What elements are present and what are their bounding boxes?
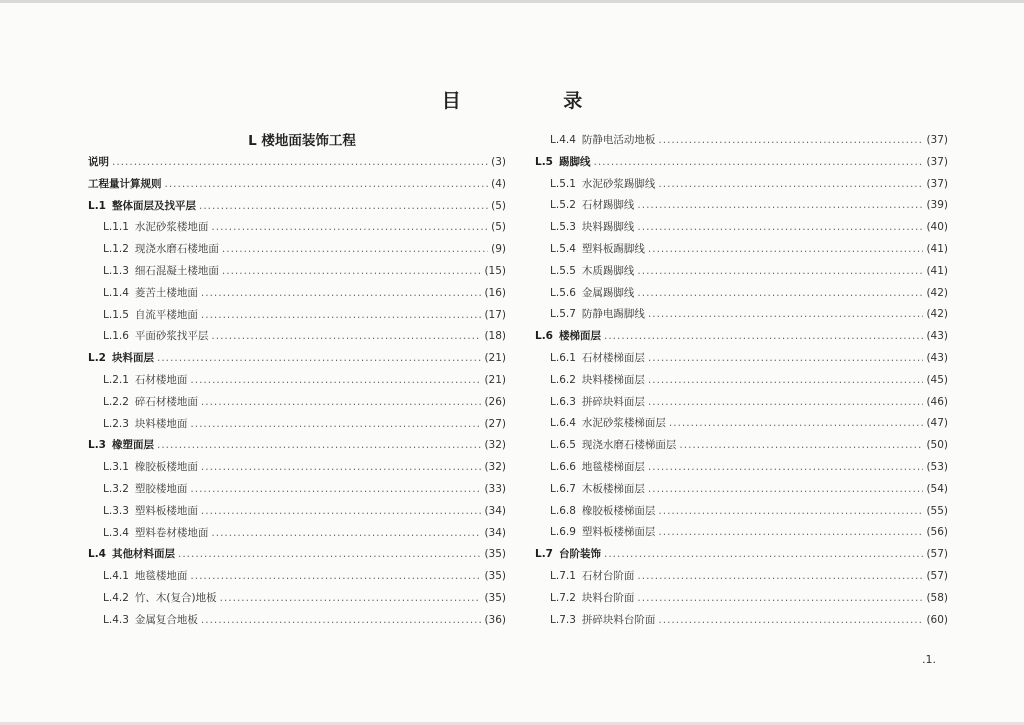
toc-entry-page: (21) <box>484 373 506 386</box>
toc-entry[interactable] <box>88 544 506 566</box>
toc-entry-label: 塑料板踢脚线 <box>581 242 645 255</box>
toc-entry[interactable] <box>535 370 948 392</box>
dot-leader <box>112 152 488 174</box>
dot-leader <box>604 326 923 348</box>
toc-entry-page: (57) <box>926 569 948 582</box>
toc-entry-page: (27) <box>484 417 506 430</box>
toc-entry[interactable] <box>535 239 948 261</box>
toc-entry[interactable] <box>88 217 506 239</box>
dot-leader <box>658 501 923 523</box>
toc-entry-page: (34) <box>484 526 506 539</box>
toc-entry-page: (43) <box>926 351 948 364</box>
toc-entry[interactable] <box>88 196 506 218</box>
toc-entry-page: (4) <box>491 177 506 190</box>
toc-entry[interactable] <box>535 522 948 544</box>
toc-entry-number: L.3.3 <box>103 504 129 517</box>
toc-entry-label: 水泥砂浆楼梯面层 <box>581 417 666 430</box>
toc-entry[interactable] <box>88 392 506 414</box>
dot-leader <box>637 283 923 305</box>
toc-entry-page: (39) <box>926 199 948 212</box>
toc-entry-number: L.1.2 <box>103 243 129 256</box>
toc-entry-label: 橡塑面层 <box>112 439 154 452</box>
toc-entry-page: (17) <box>484 308 506 321</box>
toc-entry[interactable] <box>535 413 948 435</box>
toc-entry-number: L.6.5 <box>550 439 576 452</box>
toc-entry[interactable] <box>535 195 948 217</box>
dot-leader <box>190 479 481 501</box>
toc-entry-label: 塑胶楼地面 <box>134 482 188 495</box>
toc-entry[interactable] <box>535 566 948 588</box>
dot-leader <box>648 348 924 370</box>
toc-entry-number: L.1 <box>88 199 106 212</box>
toc-entry-page: (43) <box>926 330 948 343</box>
toc-entry[interactable] <box>88 261 506 283</box>
dot-leader <box>178 544 481 566</box>
toc-entry-number: L.6.8 <box>550 504 576 517</box>
toc-entry-label: 台阶装饰 <box>559 548 601 561</box>
dot-leader <box>658 174 923 196</box>
toc-entry-number: L.5.6 <box>550 286 576 299</box>
toc-entry-label: 楼梯面层 <box>559 330 601 343</box>
toc-entry-number: L.1.1 <box>103 221 129 234</box>
toc-entry-page: (37) <box>926 155 948 168</box>
toc-entry-label: 石材踢脚线 <box>581 199 635 212</box>
toc-entry-page: (46) <box>926 395 948 408</box>
toc-entry[interactable] <box>88 348 506 370</box>
toc-entry[interactable] <box>88 239 506 261</box>
toc-entry-label: 细石混凝土楼地面 <box>134 264 219 277</box>
toc-entry-number: L.5.7 <box>550 308 576 321</box>
toc-entry-label: 碎石材楼地面 <box>134 395 198 408</box>
toc-entry[interactable] <box>535 479 948 501</box>
toc-list-right <box>535 130 948 631</box>
toc-entry-page: (40) <box>926 221 948 234</box>
toc-entry-page: (58) <box>926 591 948 604</box>
page-number: .1. <box>922 653 936 666</box>
dot-leader <box>637 588 923 610</box>
toc-entry-number: L.3.1 <box>103 461 129 474</box>
toc-entry-number: L.6.2 <box>550 373 576 386</box>
toc-entry[interactable] <box>535 610 948 632</box>
toc-entry[interactable] <box>535 261 948 283</box>
dot-leader <box>648 370 924 392</box>
toc-entry-label: 整体面层及找平层 <box>112 199 196 212</box>
toc-entry-number: L.4.1 <box>103 570 129 583</box>
toc-entry-page: (26) <box>484 395 506 408</box>
toc-entry-label: 块料踢脚线 <box>581 221 635 234</box>
toc-entry-page: (5) <box>491 199 506 212</box>
toc-column-right <box>535 130 948 631</box>
toc-entry-label: 地毯楼梯面层 <box>581 460 645 473</box>
dot-leader <box>199 196 488 218</box>
dot-leader <box>648 392 924 414</box>
toc-entry-number: L.1.4 <box>103 286 129 299</box>
toc-column-left <box>88 130 506 632</box>
dot-leader <box>637 566 923 588</box>
toc-entry-label: 踢脚线 <box>559 155 591 168</box>
toc-entry-page: (41) <box>926 264 948 277</box>
toc-entry-label: 石材台阶面 <box>581 569 635 582</box>
toc-entry-number: L.5.3 <box>550 221 576 234</box>
toc-entry-number: L.2 <box>88 352 106 365</box>
toc-entry-page: (21) <box>484 352 506 365</box>
toc-entry-page: (42) <box>926 286 948 299</box>
toc-entry-page: (37) <box>926 177 948 190</box>
dot-leader <box>211 326 481 348</box>
toc-entry[interactable] <box>535 457 948 479</box>
dot-leader <box>594 152 924 174</box>
toc-entry-label: 其他材料面层 <box>112 548 175 561</box>
toc-entry-page: (50) <box>926 439 948 452</box>
toc-entry-label: 石材楼地面 <box>134 373 188 386</box>
toc-entry[interactable] <box>535 392 948 414</box>
toc-entry-label: 现浇水磨石楼梯面层 <box>581 439 677 452</box>
toc-entry-number: L.4.3 <box>103 613 129 626</box>
toc-entry[interactable] <box>88 283 506 305</box>
toc-entry[interactable] <box>535 435 948 457</box>
toc-entry-label: 自流平楼地面 <box>134 308 198 321</box>
toc-entry-label: 拼碎块料台阶面 <box>581 613 656 626</box>
toc-entry-page: (18) <box>484 330 506 343</box>
toc-entry-label: 橡胶板楼梯面层 <box>581 504 656 517</box>
toc-entry-page: (45) <box>926 373 948 386</box>
toc-entry[interactable] <box>535 501 948 523</box>
dot-leader <box>648 457 924 479</box>
toc-entry[interactable] <box>88 566 506 588</box>
toc-entry-number: L.2.2 <box>103 395 129 408</box>
toc-entry-number: L.1.6 <box>103 330 129 343</box>
toc-entry[interactable] <box>88 479 506 501</box>
toc-entry[interactable] <box>88 523 506 545</box>
dot-leader <box>201 283 482 305</box>
toc-entry[interactable] <box>88 457 506 479</box>
toc-entry-label: 木质踢脚线 <box>581 264 635 277</box>
toc-entry-page: (16) <box>484 286 506 299</box>
toc-entry[interactable] <box>88 435 506 457</box>
dot-leader <box>190 566 481 588</box>
dot-leader <box>222 261 482 283</box>
toc-entry-label: 塑料板楼地面 <box>134 504 198 517</box>
toc-entry-number: L.6 <box>535 330 553 343</box>
toc-entry-label: 菱苦土楼地面 <box>134 286 198 299</box>
toc-entry-label: 金属踢脚线 <box>581 286 635 299</box>
toc-entry-number: L.5.2 <box>550 199 576 212</box>
toc-entry-label: 平面砂浆找平层 <box>134 330 209 343</box>
dot-leader <box>201 610 482 632</box>
toc-entry[interactable] <box>88 588 506 610</box>
toc-entry-label: 拼碎块料面层 <box>581 395 645 408</box>
toc-entry-number: L.2.3 <box>103 417 129 430</box>
dot-leader <box>201 305 482 327</box>
toc-entry-label: 块料楼梯面层 <box>581 373 645 386</box>
toc-entry[interactable] <box>535 217 948 239</box>
toc-entry[interactable] <box>535 304 948 326</box>
toc-entry-number: L.6.6 <box>550 460 576 473</box>
toc-entry-number: L.3 <box>88 439 106 452</box>
toc-entry-number: L.6.9 <box>550 526 576 539</box>
toc-entry-number: L.7.3 <box>550 613 576 626</box>
toc-entry-label: 橡胶板楼地面 <box>134 461 198 474</box>
toc-entry-number: L.2.1 <box>103 373 129 386</box>
toc-entry-number: L.6.7 <box>550 482 576 495</box>
dot-leader <box>648 304 924 326</box>
toc-entry-label: 块料面层 <box>112 352 154 365</box>
toc-entry-label: 水泥砂浆楼地面 <box>134 221 209 234</box>
toc-entry-page: (56) <box>926 526 948 539</box>
dot-leader <box>201 457 482 479</box>
dot-leader <box>157 435 481 457</box>
toc-entry[interactable] <box>88 610 506 632</box>
toc-entry-number: L.1.5 <box>103 308 129 321</box>
toc-entry-page: (57) <box>926 548 948 561</box>
toc-entry-page: (47) <box>926 417 948 430</box>
toc-entry[interactable] <box>88 370 506 392</box>
toc-entry-number: L.4.4 <box>550 134 576 146</box>
toc-entry[interactable] <box>88 501 506 523</box>
toc-entry[interactable] <box>535 152 948 174</box>
toc-entry-number: L.7.1 <box>550 569 576 582</box>
dot-leader <box>658 610 923 632</box>
dot-leader <box>679 435 923 457</box>
toc-entry-number: L.3.4 <box>103 526 129 539</box>
dot-leader <box>201 501 482 523</box>
dot-leader <box>658 522 923 544</box>
dot-leader <box>211 523 481 545</box>
toc-entry-page: (34) <box>484 504 506 517</box>
toc-entry[interactable] <box>88 326 506 348</box>
toc-entry-label: 木板楼梯面层 <box>581 482 645 495</box>
toc-entry[interactable] <box>88 174 506 196</box>
toc-entry-label: 工程量计算规则 <box>88 177 162 190</box>
toc-entry-page: (35) <box>484 591 506 604</box>
toc-entry-label: 水泥砂浆踢脚线 <box>581 177 656 190</box>
toc-entry-number: L.5.5 <box>550 264 576 277</box>
dot-leader <box>637 261 923 283</box>
toc-entry-label: 竹、木(复合)地板 <box>134 591 217 604</box>
toc-entry-page: (32) <box>484 439 506 452</box>
toc-entry-number: L.3.2 <box>103 482 129 495</box>
toc-entry-page: (15) <box>484 264 506 277</box>
toc-entry-page: (53) <box>926 460 948 473</box>
page-title: 目 录 <box>441 90 631 112</box>
dot-leader <box>604 544 923 566</box>
dot-leader <box>211 217 488 239</box>
toc-list-left <box>88 152 506 632</box>
toc-entry-page: (36) <box>484 613 506 626</box>
toc-entry-page: (41) <box>926 242 948 255</box>
dot-leader <box>222 239 488 261</box>
toc-entry-page: (35) <box>484 548 506 561</box>
toc-entry-number: L.7 <box>535 548 553 561</box>
toc-entry-number: L.4.2 <box>103 591 129 604</box>
toc-entry[interactable] <box>88 414 506 436</box>
toc-entry-page: (54) <box>926 482 948 495</box>
toc-entry-label: 现浇水磨石楼地面 <box>134 243 219 256</box>
toc-entry-label: 地毯楼地面 <box>134 570 188 583</box>
dot-leader <box>637 195 923 217</box>
toc-entry-number: L.6.3 <box>550 395 576 408</box>
toc-entry[interactable] <box>88 305 506 327</box>
toc-entry[interactable] <box>88 152 506 174</box>
toc-entry[interactable] <box>535 130 948 152</box>
toc-entry-page: (32) <box>484 461 506 474</box>
toc-entry-page: (37) <box>926 134 948 146</box>
dot-leader <box>157 348 481 370</box>
dot-leader <box>658 130 923 152</box>
toc-entry[interactable] <box>535 544 948 566</box>
chapter-title: L 楼地面装饰工程 <box>248 133 356 149</box>
toc-entry-number: L.6.1 <box>550 351 576 364</box>
dot-leader <box>648 479 924 501</box>
toc-entry-page: (9) <box>491 243 506 256</box>
toc-entry-number: L.1.3 <box>103 264 129 277</box>
toc-entry-page: (33) <box>484 482 506 495</box>
toc-entry-number: L.5.4 <box>550 242 576 255</box>
toc-entry-label: 塑料板楼梯面层 <box>581 526 656 539</box>
toc-entry[interactable] <box>535 283 948 305</box>
toc-entry-page: (60) <box>926 613 948 626</box>
toc-entry-number: L.7.2 <box>550 591 576 604</box>
toc-entry-page: (3) <box>491 156 506 168</box>
dot-leader <box>190 370 481 392</box>
toc-entry-label: 块料台阶面 <box>581 591 635 604</box>
toc-entry-number: L.5.1 <box>550 177 576 190</box>
dot-leader <box>190 414 481 436</box>
toc-entry-number: L.6.4 <box>550 417 576 430</box>
toc-entry[interactable] <box>535 348 948 370</box>
toc-entry-label: 石材楼梯面层 <box>581 351 645 364</box>
toc-entry-page: (35) <box>484 570 506 583</box>
toc-entry-number: L.5 <box>535 155 553 168</box>
toc-entry-label: 块料楼地面 <box>134 417 188 430</box>
toc-entry[interactable] <box>535 326 948 348</box>
dot-leader <box>201 392 482 414</box>
toc-entry-page: (5) <box>491 221 506 234</box>
toc-entry-label: 防静电活动地板 <box>581 134 656 146</box>
toc-entry[interactable] <box>535 174 948 196</box>
dot-leader <box>648 239 924 261</box>
dot-leader <box>165 174 489 196</box>
toc-entry-label: 塑料卷材楼地面 <box>134 526 209 539</box>
toc-entry-label: 金属复合地板 <box>134 613 198 626</box>
toc-entry-number: L.4 <box>88 548 106 561</box>
toc-entry-label: 说明 <box>88 156 109 168</box>
dot-leader <box>637 217 923 239</box>
dot-leader <box>220 588 482 610</box>
dot-leader <box>669 413 924 435</box>
toc-entry-page: (42) <box>926 308 948 321</box>
toc-entry[interactable] <box>535 588 948 610</box>
toc-entry-label: 防静电踢脚线 <box>581 308 645 321</box>
toc-entry-page: (55) <box>926 504 948 517</box>
